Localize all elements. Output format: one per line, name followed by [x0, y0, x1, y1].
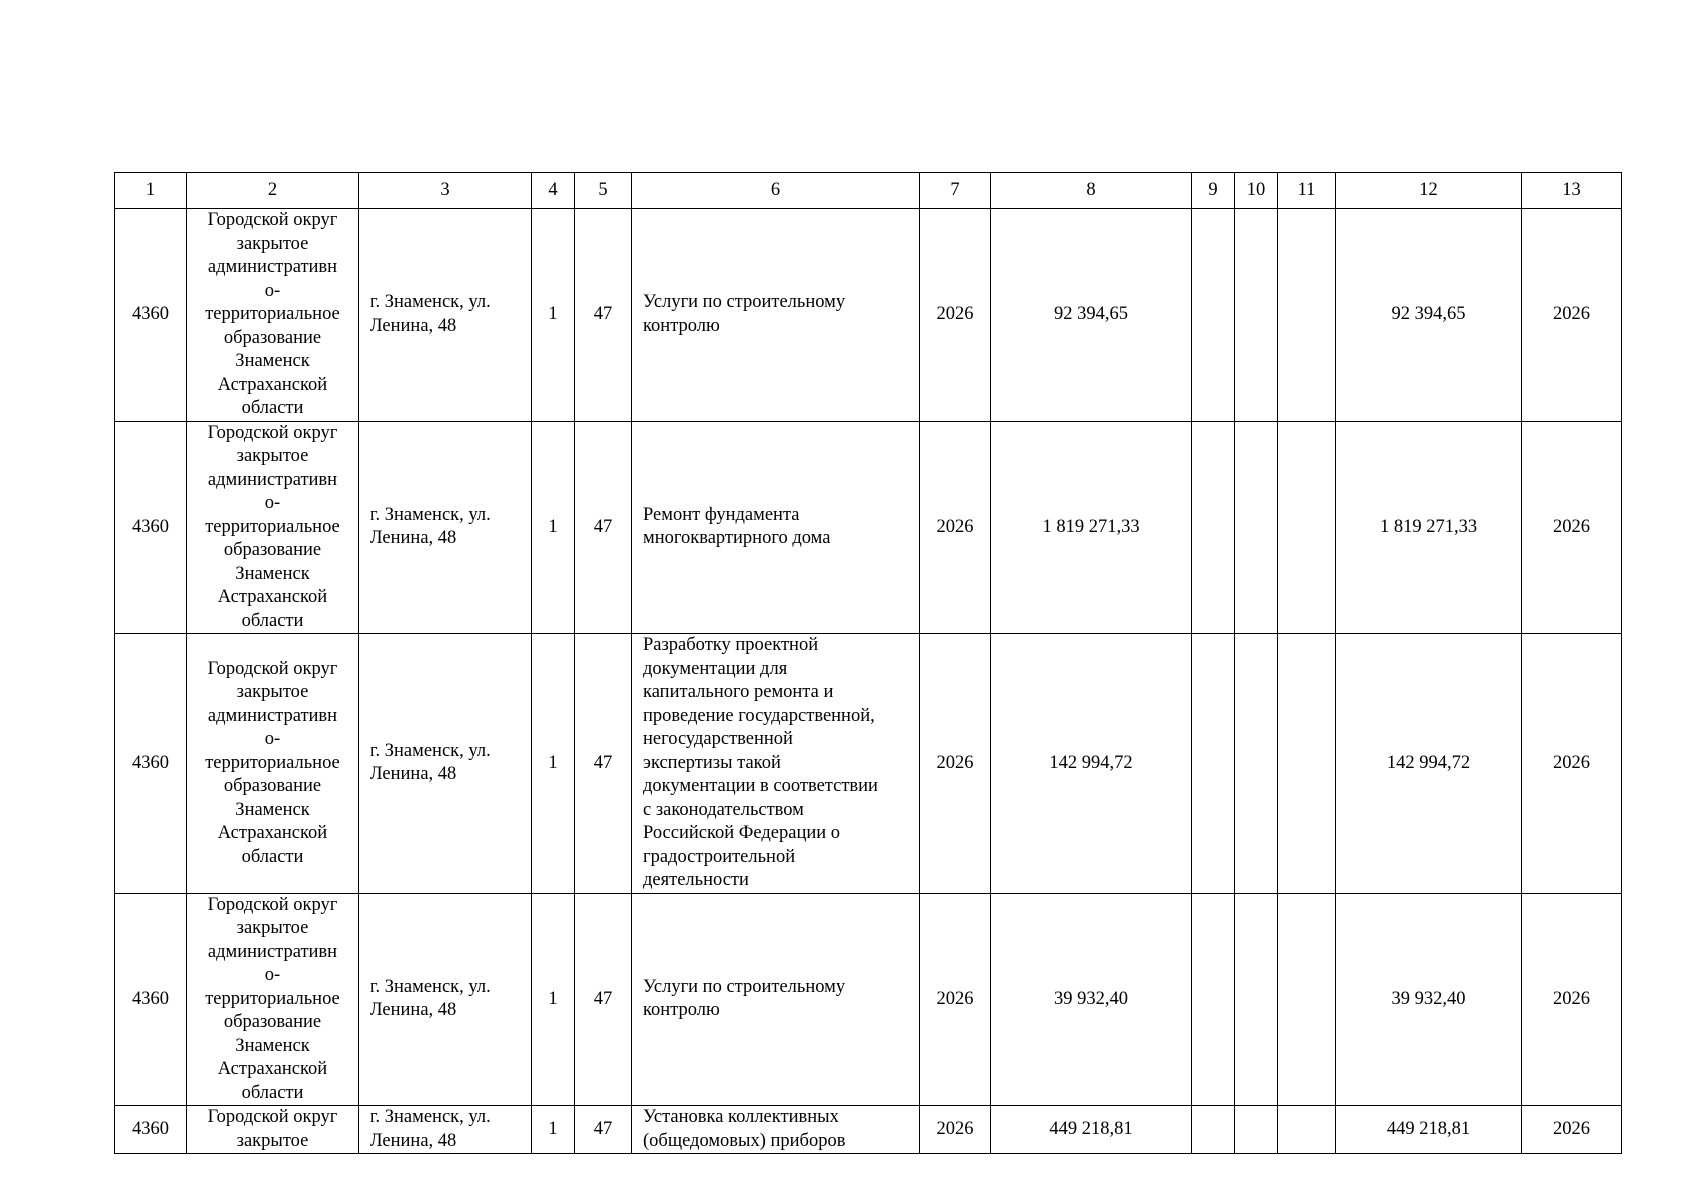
cell-municipality-line: административн	[207, 257, 338, 277]
cell-address-line: г. Знаменск, ул.	[370, 1107, 491, 1127]
cell-municipality-line: закрытое	[236, 233, 309, 254]
header-col-9: 9	[1192, 173, 1235, 209]
cell-work-type-line: многоквартирного дома	[643, 528, 831, 549]
cell-address	[359, 893, 532, 1106]
table-row	[115, 209, 1622, 422]
cell-col-12: 1 819 271,33	[1336, 421, 1522, 634]
cell-work-type-line: деятельности	[643, 870, 749, 890]
cell-municipality-line: закрытое	[236, 918, 309, 938]
header-col-4: 4	[532, 173, 575, 209]
cell-address-line: Ленина, 48	[370, 1130, 457, 1151]
cell-municipality-line: образование	[223, 776, 322, 796]
cell-col-4: 1	[532, 209, 575, 422]
cell-address	[359, 1106, 532, 1154]
cell-municipality-line: административн	[207, 469, 338, 490]
header-col-6: 6	[632, 173, 920, 209]
cell-municipality-line: Астраханской	[217, 374, 328, 395]
capital-repair-table	[114, 172, 1622, 1154]
cell-col-10	[1235, 209, 1278, 422]
cell-municipality-line: Астраханской	[217, 823, 328, 843]
cell-total-cost: 449 218,81	[991, 1106, 1192, 1154]
cell-total-cost: 1 819 271,33	[991, 421, 1192, 634]
header-col-8: 8	[991, 173, 1192, 209]
cell-municipality-line: образование	[223, 327, 322, 348]
cell-municipality-line: закрытое	[236, 682, 309, 702]
cell-total-cost: 142 994,72	[991, 634, 1192, 894]
cell-col-11	[1278, 209, 1336, 422]
cell-work-type	[632, 1106, 920, 1154]
cell-col-10	[1235, 421, 1278, 634]
table-header-row	[115, 173, 1622, 209]
cell-col-4: 1	[532, 421, 575, 634]
cell-work-type-line: Российской Федерации о	[643, 823, 841, 843]
cell-col-11	[1278, 1106, 1336, 1154]
cell-col-11	[1278, 634, 1336, 894]
cell-municipality	[187, 421, 359, 634]
cell-col-4: 1	[532, 634, 575, 894]
cell-col-9	[1192, 893, 1235, 1106]
cell-address-line: г. Знаменск, ул.	[370, 292, 491, 313]
cell-work-type-line: Разработку проектной	[643, 635, 819, 655]
cell-municipality-line: области	[241, 1082, 304, 1103]
cell-municipality-line: Городской округ	[207, 658, 338, 679]
cell-municipality-line: Городской округ	[207, 894, 338, 915]
table-body	[115, 209, 1622, 1154]
cell-municipality-line: о-	[264, 280, 281, 301]
cell-col-10	[1235, 1106, 1278, 1154]
cell-address-line: Ленина, 48	[370, 315, 457, 336]
cell-year: 2026	[920, 634, 991, 894]
cell-work-type-line: с законодательством	[643, 799, 804, 820]
cell-work-type	[632, 421, 920, 634]
cell-col-12: 449 218,81	[1336, 1106, 1522, 1154]
cell-year: 2026	[920, 209, 991, 422]
cell-work-type	[632, 634, 920, 894]
cell-col-13: 2026	[1522, 634, 1622, 894]
cell-work-type-line: Услуги по строительному	[643, 976, 846, 997]
cell-col-9	[1192, 209, 1235, 422]
header-col-11: 11	[1278, 173, 1336, 209]
cell-municipality-line: Городской округ	[207, 422, 338, 443]
header-col-10: 10	[1235, 173, 1278, 209]
cell-municipality-line: Знаменск	[235, 351, 310, 371]
table-row	[115, 421, 1622, 634]
cell-work-type-line: документации для	[643, 658, 788, 679]
cell-year: 2026	[920, 893, 991, 1106]
cell-municipality-line: Городской округ	[207, 210, 338, 230]
cell-col-12: 142 994,72	[1336, 634, 1522, 894]
cell-col-10	[1235, 634, 1278, 894]
cell-municipality-line: территориальное	[205, 516, 340, 537]
cell-work-type-line: капитального ремонта и	[643, 682, 834, 702]
cell-work-type-line: негосударственной	[643, 729, 793, 749]
cell-municipality-line: административн	[207, 705, 338, 726]
cell-municipality-line: закрытое	[236, 446, 309, 466]
cell-year: 2026	[920, 421, 991, 634]
cell-municipality-line: закрытое	[236, 1130, 309, 1151]
cell-municipality	[187, 209, 359, 422]
cell-total-cost: 92 394,65	[991, 209, 1192, 422]
cell-col-13: 2026	[1522, 1106, 1622, 1154]
header-col-2: 2	[187, 173, 359, 209]
cell-work-type	[632, 209, 920, 422]
cell-code: 4360	[115, 209, 187, 422]
cell-address	[359, 634, 532, 894]
cell-work-type-line: градостроительной	[643, 846, 796, 867]
cell-col-13: 2026	[1522, 893, 1622, 1106]
cell-municipality-line: образование	[223, 540, 322, 560]
cell-col-13: 2026	[1522, 421, 1622, 634]
cell-municipality	[187, 893, 359, 1106]
cell-municipality-line: Городской округ	[207, 1107, 338, 1127]
cell-col-12: 39 932,40	[1336, 893, 1522, 1106]
cell-municipality-line: о-	[264, 965, 281, 985]
cell-col-10	[1235, 893, 1278, 1106]
cell-municipality-line: о-	[264, 729, 281, 749]
cell-code: 4360	[115, 421, 187, 634]
header-col-7: 7	[920, 173, 991, 209]
cell-municipality	[187, 634, 359, 894]
header-col-1: 1	[115, 173, 187, 209]
cell-work-type-line: контролю	[643, 315, 720, 336]
cell-municipality-line: территориальное	[205, 988, 340, 1009]
cell-col-9	[1192, 421, 1235, 634]
cell-municipality	[187, 1106, 359, 1154]
cell-year: 2026	[920, 1106, 991, 1154]
table-row	[115, 1106, 1622, 1154]
cell-municipality-line: Астраханской	[217, 1059, 328, 1079]
cell-work-type-line: Услуги по строительному	[643, 292, 846, 313]
cell-work-type-line: Ремонт фундамента	[643, 504, 800, 525]
cell-col-11	[1278, 893, 1336, 1106]
cell-work-type-line: (общедомовых) приборов	[643, 1130, 846, 1151]
cell-municipality-line: территориальное	[205, 304, 340, 324]
cell-col-5: 47	[575, 893, 632, 1106]
cell-col-4: 1	[532, 893, 575, 1106]
header-col-13: 13	[1522, 173, 1622, 209]
cell-address-line: Ленина, 48	[370, 1000, 457, 1021]
table-row	[115, 634, 1622, 894]
cell-total-cost: 39 932,40	[991, 893, 1192, 1106]
cell-municipality-line: образование	[223, 1012, 322, 1032]
cell-municipality-line: области	[241, 610, 304, 631]
header-col-3: 3	[359, 173, 532, 209]
cell-municipality-line: административн	[207, 941, 338, 962]
cell-work-type	[632, 893, 920, 1106]
cell-municipality-line: Астраханской	[217, 587, 328, 607]
cell-address	[359, 209, 532, 422]
cell-address-line: Ленина, 48	[370, 764, 457, 785]
cell-col-5: 47	[575, 1106, 632, 1154]
cell-work-type-line: документации в соответствии	[643, 776, 878, 796]
cell-work-type-line: проведение государственной,	[643, 705, 875, 726]
cell-address-line: г. Знаменск, ул.	[370, 504, 491, 525]
cell-work-type-line: экспертизы такой	[643, 752, 781, 773]
cell-work-type-line: контролю	[643, 1000, 720, 1021]
header-col-12: 12	[1336, 173, 1522, 209]
cell-col-9	[1192, 1106, 1235, 1154]
cell-col-11	[1278, 421, 1336, 634]
cell-address	[359, 421, 532, 634]
cell-col-5: 47	[575, 634, 632, 894]
cell-col-13: 2026	[1522, 209, 1622, 422]
cell-col-9	[1192, 634, 1235, 894]
cell-work-type-line: Установка коллективных	[643, 1107, 839, 1127]
cell-col-5: 47	[575, 421, 632, 634]
cell-address-line: г. Знаменск, ул.	[370, 740, 491, 761]
header-col-5: 5	[575, 173, 632, 209]
cell-code: 4360	[115, 893, 187, 1106]
cell-municipality-line: о-	[264, 493, 281, 513]
cell-municipality-line: области	[241, 846, 304, 867]
cell-municipality-line: Знаменск	[235, 799, 310, 820]
cell-col-12: 92 394,65	[1336, 209, 1522, 422]
cell-address-line: г. Знаменск, ул.	[370, 976, 491, 997]
cell-municipality-line: Знаменск	[235, 563, 310, 584]
cell-municipality-line: территориальное	[205, 752, 340, 773]
cell-code: 4360	[115, 1106, 187, 1154]
cell-col-5: 47	[575, 209, 632, 422]
cell-address-line: Ленина, 48	[370, 528, 457, 549]
cell-col-4: 1	[532, 1106, 575, 1154]
cell-municipality-line: Знаменск	[235, 1035, 310, 1056]
cell-municipality-line: области	[241, 398, 304, 418]
cell-code: 4360	[115, 634, 187, 894]
table-row	[115, 893, 1622, 1106]
